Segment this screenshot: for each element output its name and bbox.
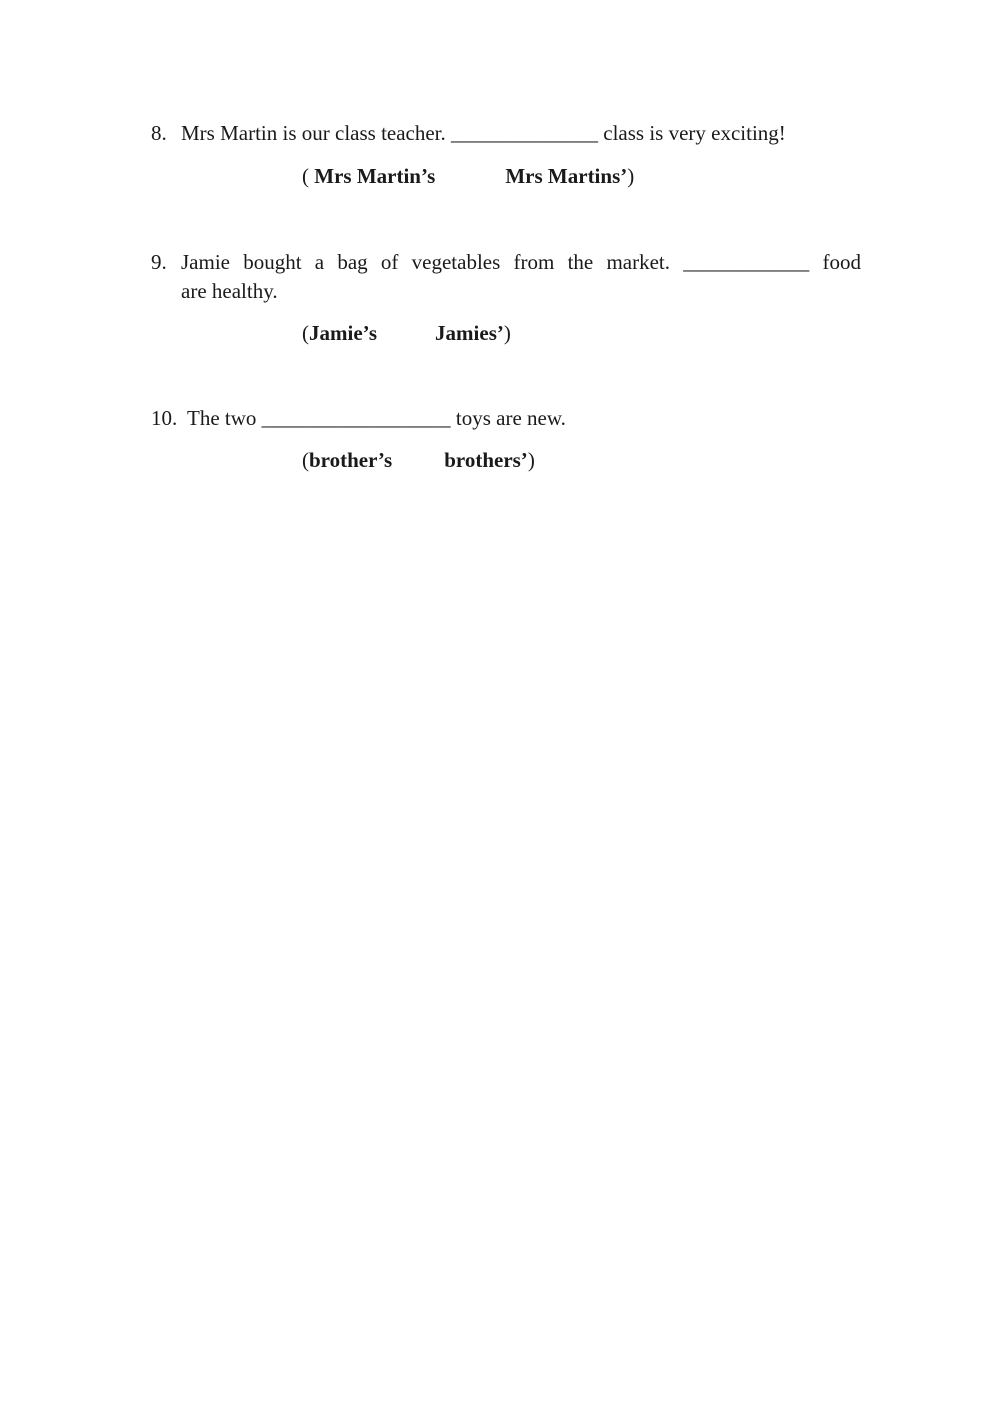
options-open-paren: (: [302, 321, 309, 345]
option-a: Mrs Martin’s: [314, 164, 436, 188]
question-10-line: [151, 404, 861, 433]
options-close-paren: ): [503, 321, 511, 345]
question-9: [151, 248, 861, 306]
question-10: [151, 404, 861, 433]
option-b: brothers’: [444, 448, 528, 472]
question-9-line-2: are healthy.: [181, 279, 278, 303]
question-10-options: [302, 446, 535, 475]
question-number: 9.: [151, 250, 167, 274]
options-close-paren: ): [627, 164, 635, 188]
question-8-options: [302, 162, 634, 191]
option-b: Jamies’: [435, 321, 504, 345]
option-b: Mrs Martins’: [505, 164, 628, 188]
question-text: Mrs Martin is our class teacher. ______________ class is very exciting!: [181, 121, 786, 145]
options-open-paren: (: [302, 164, 315, 188]
option-a: brother’s: [309, 448, 393, 472]
question-text: Jamie bought a bag of vegetables from the market. ____________ food: [181, 250, 861, 274]
question-8: [151, 119, 861, 148]
option-a: Jamie’s: [309, 321, 378, 345]
question-8-line: [151, 119, 861, 148]
options-close-paren: ): [527, 448, 535, 472]
question-number: 10.: [151, 406, 178, 430]
question-9-line-1: [151, 248, 861, 277]
question-text: The two __________________ toys are new.: [187, 406, 566, 430]
question-number: 8.: [151, 121, 167, 145]
question-9-options: [302, 319, 511, 348]
options-open-paren: (: [302, 448, 309, 472]
